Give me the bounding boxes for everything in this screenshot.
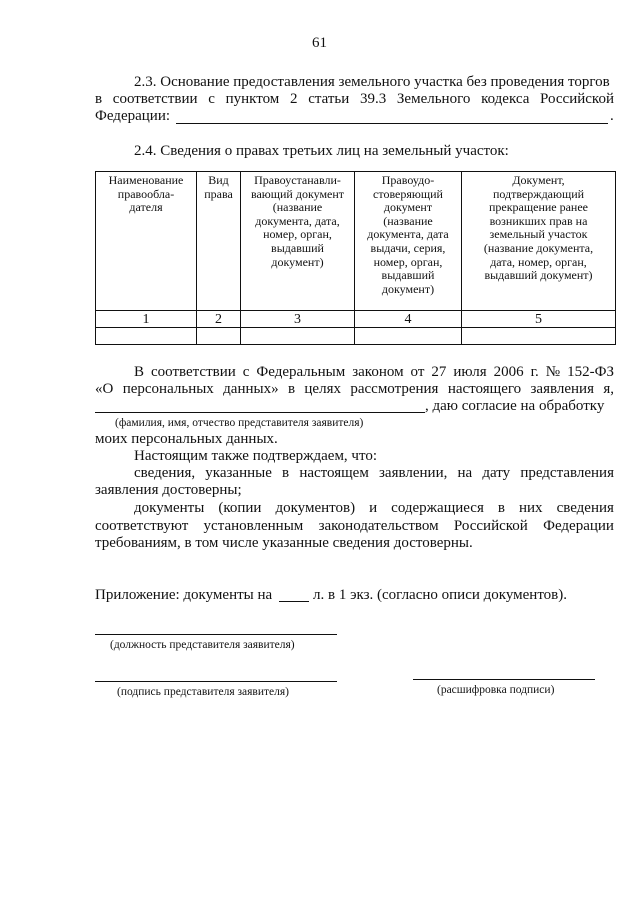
word: законодательством [318,518,439,534]
position-blank-line [95,634,337,635]
header-title-document: Правоустанавли- вающий документ (название документа, дата, номер, орган, выдавший документ) [241,172,355,311]
word: Российской [540,91,614,107]
word: (копии [218,500,262,516]
table-cell [96,328,197,345]
word: в [95,91,103,107]
section-2-3-heading: 2.3. Основание предоставления земельного участка без проведения торгов [134,74,610,90]
word: соответствуют [95,518,189,534]
confirm-item1-line2: заявления достоверны; [95,482,242,498]
word: «О [95,381,114,397]
word: Федерации [543,518,614,534]
confirm-item1-line1 [134,465,614,482]
word: соответствии [151,364,236,380]
word: настоящего [447,381,522,397]
table-number-row [96,311,616,328]
word: с [208,91,215,107]
table-cell [197,328,241,345]
column-number: 4 [355,311,462,328]
word: данных» [223,381,279,397]
decryption-caption: (расшифровка подписи) [437,684,555,696]
column-number: 1 [96,311,197,328]
word: соответствии [112,91,198,107]
consent-line2 [95,381,614,398]
word: заявлении, [379,465,448,481]
table-cell [462,328,616,345]
word: настоящем [299,465,369,481]
confirm-intro: Настоящим также подтверждаем, что: [134,448,378,464]
attachment-prefix: Приложение: документы на [95,587,273,603]
word: установленным [203,518,304,534]
column-number: 5 [462,311,616,328]
third-party-rights-table [95,171,616,345]
column-number: 2 [197,311,241,328]
header-certifying-document: Правоудо- стоверяющий документ (название документа, дата выдачи, серия, номер, орган, выдавший документ) [355,172,462,311]
attachment-suffix: л. в 1 экз. (согласно описи документов). [313,587,568,603]
word: от [410,364,425,380]
word: содержащиеся [391,500,484,516]
table-cell [355,328,462,345]
section-2-3-label: Федерации: [95,108,171,124]
word: в [497,500,505,516]
word: 2 [290,91,298,107]
section-2-4-heading: 2.4. Сведения о правах третьих лиц на земельный участок: [134,143,509,159]
word: сведения [556,500,614,516]
section-2-3-blank-line [176,123,608,124]
section-2-3-end: . [610,108,614,124]
word: Земельного [396,91,471,107]
confirm-item2-line1 [134,500,614,517]
word: них [518,500,543,516]
consent-line1 [134,364,614,381]
word: и [369,500,378,516]
word: сведения, [134,465,196,481]
signature-caption: (подпись представителя заявителя) [117,686,289,698]
word: июля [453,364,487,380]
word: № [545,364,561,380]
word: пунктом [225,91,280,107]
consent-line3-text: , даю согласие на обработку [425,398,605,414]
word: целях [304,381,341,397]
word: законом [352,364,404,380]
header-termination-document: Документ, подтверждающий прекращение ранее возникших прав на земельный участок (название документа, дата, номер, орган, выдавший документ) [462,172,616,311]
signature-blank-line [95,681,337,682]
word: статьи [308,91,350,107]
section-2-3-line2 [95,91,614,108]
header-right-type: Вид права [197,172,241,311]
word: документы [134,500,205,516]
word: 39.3 [359,91,387,107]
word: Российской [453,518,528,534]
confirm-item2-line2 [95,518,614,535]
consent-line4: моих персональных данных. [95,431,278,447]
word: с [242,364,250,380]
word: 27 [431,364,447,380]
word: г. [530,364,539,380]
consent-name-caption: (фамилия, имя, отчество представителя заявителя) [115,417,364,429]
table-empty-row [96,328,616,345]
word: персональных [122,381,214,397]
word: рассмотрения [350,381,439,397]
word: на [457,465,473,481]
word: я, [603,381,614,397]
consent-name-blank-line [95,412,425,413]
position-caption: (должность представителя заявителя) [110,639,295,651]
confirm-item2-line3: требованиям, в том числе указанные сведения достоверны. [95,535,473,551]
word: Федеральным [256,364,346,380]
word: 152-ФЗ [567,364,614,380]
attachment-pages-blank-line [279,601,309,602]
word: В [134,364,145,380]
word: 2006 [493,364,524,380]
decryption-blank-line [413,679,595,680]
column-number: 3 [241,311,355,328]
page-number: 61 [312,35,327,51]
word: кодекса [481,91,530,107]
word: документов) [275,500,356,516]
word: в [287,381,296,397]
table-header-row [96,172,616,311]
header-holder-name: Наименование правообла- дателя [96,172,197,311]
word: в [282,465,290,481]
table-cell [241,328,355,345]
word: представления [520,465,614,481]
word: дату [482,465,511,481]
word: указанные [205,465,272,481]
word: заявления [530,381,594,397]
